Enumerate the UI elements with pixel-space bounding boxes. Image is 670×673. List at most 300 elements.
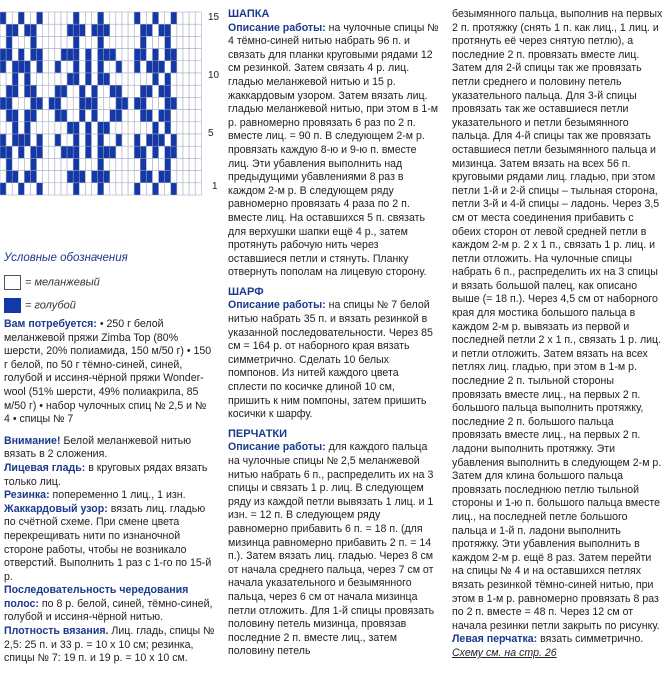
chart-cell-white bbox=[104, 12, 110, 24]
chart-cell-white bbox=[85, 171, 91, 183]
chart-cell-white bbox=[122, 36, 128, 48]
chart-cell-white bbox=[153, 110, 159, 122]
chart-cell-white bbox=[49, 183, 55, 195]
chart-cell-white bbox=[43, 146, 49, 158]
chart-cell-white bbox=[43, 73, 49, 85]
chart-cell-white bbox=[104, 158, 110, 170]
chart-cell-blue bbox=[37, 12, 43, 24]
chart-cell-white bbox=[6, 134, 12, 146]
chart-cell-white bbox=[189, 85, 195, 97]
chart-cell-blue bbox=[134, 49, 140, 61]
chart-cell-white bbox=[122, 134, 128, 146]
chart-cell-white bbox=[92, 146, 98, 158]
chart-cell-white bbox=[189, 158, 195, 170]
chart-cell-blue bbox=[73, 61, 79, 73]
chart-cell-white bbox=[85, 110, 91, 122]
chart-cell-white bbox=[49, 171, 55, 183]
chart-cell-blue bbox=[140, 110, 146, 122]
chart-cell-blue bbox=[171, 49, 177, 61]
chart-cell-white bbox=[92, 73, 98, 85]
chart-cell-white bbox=[128, 24, 134, 36]
legend-item-blue bbox=[4, 298, 76, 313]
chart-cell-white bbox=[177, 61, 183, 73]
chart-cell-blue bbox=[18, 134, 24, 146]
chart-cell-white bbox=[189, 146, 195, 158]
chart-cell-blue bbox=[153, 134, 159, 146]
chart-cell-blue bbox=[67, 49, 73, 61]
chart-cell-blue bbox=[67, 73, 73, 85]
chart-cell-white bbox=[153, 97, 159, 109]
jacquard-chart bbox=[0, 0, 222, 202]
chart-cell-white bbox=[37, 158, 43, 170]
chart-cell-white bbox=[195, 36, 201, 48]
chart-cell-blue bbox=[6, 49, 12, 61]
chart-cell-white bbox=[37, 36, 43, 48]
chart-cell-white bbox=[116, 36, 122, 48]
legend-title: Условные обозначения bbox=[4, 252, 128, 264]
chart-cell-white bbox=[189, 171, 195, 183]
chart-cell-blue bbox=[31, 97, 37, 109]
chart-cell-white bbox=[134, 110, 140, 122]
chart-cell-white bbox=[104, 110, 110, 122]
chart-cell-blue bbox=[73, 36, 79, 48]
chart-cell-white bbox=[79, 49, 85, 61]
legend-label: = меланжевый bbox=[25, 276, 100, 289]
chart-cell-white bbox=[49, 24, 55, 36]
chart-cell-blue bbox=[146, 134, 152, 146]
chart-cell-white bbox=[128, 85, 134, 97]
chart-cell-blue bbox=[0, 146, 6, 158]
chart-cell-white bbox=[67, 97, 73, 109]
chart-cell-blue bbox=[49, 97, 55, 109]
chart-cell-white bbox=[24, 146, 30, 158]
gloves-paragraph: Описание работы: для каждого пальца на чулочные спицы № 2,5 меланжевой нитью набрать 6 п., распределить их на 3 спицы и связать 1 р. лиц. В следующем ряду из каждой петли вывязать 1 лиц. и 1 изн. = 12 п. В следующем ряду равномерно прибавить 6 п. = 18 п. (для мизинца равномерно прибавить 2 п. = 14 п.). Затем вязать лиц. гладью. Через 8 см от начала среднего пальца, через 7 см от начала указательного и безымянного пальца, через 6 см от начала мизинца петли отложить. Для 1-й спицы провязать половину петель мизинца, провязав последние 2 п. вместе лиц., затем половину петель bbox=[228, 441, 435, 658]
chart-cell-blue bbox=[18, 12, 24, 24]
chart-cell-white bbox=[177, 171, 183, 183]
chart-cell-blue bbox=[153, 61, 159, 73]
chart-cell-blue bbox=[159, 85, 165, 97]
chart-cell-blue bbox=[153, 183, 159, 195]
chart-cell-white bbox=[61, 122, 67, 134]
chart-cell-white bbox=[79, 73, 85, 85]
chart-cell-white bbox=[18, 73, 24, 85]
chart-cell-white bbox=[43, 183, 49, 195]
chart-cell-white bbox=[128, 171, 134, 183]
chart-cell-blue bbox=[55, 85, 61, 97]
chart-cell-white bbox=[37, 24, 43, 36]
chart-cell-blue bbox=[159, 61, 165, 73]
chart-cell-white bbox=[146, 146, 152, 158]
chart-cell-white bbox=[122, 24, 128, 36]
chart-cell-white bbox=[110, 61, 116, 73]
chart-cell-blue bbox=[104, 24, 110, 36]
chart-cell-blue bbox=[92, 24, 98, 36]
chart-cell-white bbox=[171, 171, 177, 183]
chart-cell-white bbox=[122, 85, 128, 97]
chart-cell-blue bbox=[165, 158, 171, 170]
chart-cell-white bbox=[195, 134, 201, 146]
chart-cell-blue bbox=[116, 97, 122, 109]
chart-cell-blue bbox=[24, 134, 30, 146]
chart-cell-white bbox=[49, 61, 55, 73]
chart-cell-white bbox=[79, 158, 85, 170]
chart-cell-white bbox=[98, 110, 104, 122]
chart-cell-white bbox=[183, 171, 189, 183]
chart-cell-white bbox=[195, 24, 201, 36]
chart-cell-white bbox=[92, 36, 98, 48]
chart-cell-blue bbox=[12, 171, 18, 183]
chart-cell-white bbox=[116, 183, 122, 195]
chart-cell-white bbox=[189, 97, 195, 109]
chart-cell-white bbox=[85, 36, 91, 48]
chart-cell-blue bbox=[116, 85, 122, 97]
chart-cell-white bbox=[12, 183, 18, 195]
chart-cell-white bbox=[85, 158, 91, 170]
chart-cell-white bbox=[12, 97, 18, 109]
chart-cell-white bbox=[110, 158, 116, 170]
chart-cell-white bbox=[110, 12, 116, 24]
chart-cell-blue bbox=[37, 146, 43, 158]
chart-cell-white bbox=[6, 61, 12, 73]
chart-cell-blue bbox=[98, 12, 104, 24]
chart-cell-white bbox=[61, 134, 67, 146]
chart-cell-blue bbox=[73, 122, 79, 134]
chart-cell-white bbox=[146, 183, 152, 195]
jacquard-paragraph: Жаккардовый узор: вязать лиц. гладью по счётной схеме. При смене цвета перекрещивать нити по изнаночной стороне работы, чтобы не возникало отверстий. Выполнить 1 раз с 1-го по 15-й р. bbox=[4, 502, 212, 583]
chart-cell-blue bbox=[12, 85, 18, 97]
chart-cell-white bbox=[18, 97, 24, 109]
chart-cell-white bbox=[183, 12, 189, 24]
chart-cell-white bbox=[122, 146, 128, 158]
chart-cell-white bbox=[85, 183, 91, 195]
chart-cell-white bbox=[122, 158, 128, 170]
scheme-reference: Схему см. на стр. 26 bbox=[452, 646, 557, 659]
scarf-paragraph: Описание работы: на спицы № 7 белой нитью набрать 35 п. и вязать резинкой в указанной последовательности. Через 85 см = 164 р. от наборного края вязать симметрично. Сделать 10 белых помпонов. Из нитей каждого цвета сплести по косичке длиной 10 см, пришить к ним помпоны, затем пришить косички к шарфу. bbox=[228, 299, 433, 421]
chart-cell-white bbox=[116, 24, 122, 36]
chart-cell-blue bbox=[0, 61, 6, 73]
chart-cell-blue bbox=[92, 85, 98, 97]
chart-cell-white bbox=[177, 49, 183, 61]
chart-cell-blue bbox=[110, 110, 116, 122]
chart-cell-white bbox=[195, 73, 201, 85]
chart-cell-white bbox=[195, 122, 201, 134]
chart-cell-blue bbox=[165, 73, 171, 85]
chart-cell-blue bbox=[73, 158, 79, 170]
chart-cell-white bbox=[18, 171, 24, 183]
chart-cell-white bbox=[24, 158, 30, 170]
chart-cell-white bbox=[110, 171, 116, 183]
stripes-paragraph: Последовательность чередования полос: по 8 р. белой, синей, тёмно-синей, голубой и иссиня-чёрной нитью. bbox=[4, 584, 213, 624]
chart-cell-white bbox=[171, 158, 177, 170]
chart-cell-blue bbox=[110, 85, 116, 97]
chart-cell-white bbox=[195, 158, 201, 170]
chart-cell-white bbox=[189, 61, 195, 73]
chart-cell-blue bbox=[31, 36, 37, 48]
chart-cell-white bbox=[0, 24, 6, 36]
chart-cell-white bbox=[122, 110, 128, 122]
chart-cell-white bbox=[43, 97, 49, 109]
chart-cell-white bbox=[116, 146, 122, 158]
chart-cell-white bbox=[183, 146, 189, 158]
chart-cell-white bbox=[122, 171, 128, 183]
chart-cell-blue bbox=[73, 134, 79, 146]
chart-cell-white bbox=[18, 36, 24, 48]
chart-cell-white bbox=[189, 12, 195, 24]
chart-cell-white bbox=[165, 12, 171, 24]
chart-cell-white bbox=[183, 134, 189, 146]
chart-cell-white bbox=[31, 183, 37, 195]
chart-cell-white bbox=[92, 122, 98, 134]
chart-cell-white bbox=[177, 97, 183, 109]
chart-cell-blue bbox=[79, 110, 85, 122]
chart-cell-white bbox=[92, 49, 98, 61]
chart-cell-blue bbox=[134, 183, 140, 195]
chart-cell-white bbox=[177, 158, 183, 170]
chart-cell-white bbox=[0, 158, 6, 170]
chart-cell-white bbox=[110, 183, 116, 195]
chart-cell-white bbox=[153, 85, 159, 97]
chart-cell-blue bbox=[85, 122, 91, 134]
chart-cell-blue bbox=[153, 73, 159, 85]
chart-cell-white bbox=[12, 146, 18, 158]
chart-cell-white bbox=[37, 110, 43, 122]
chart-cell-blue bbox=[165, 97, 171, 109]
chart-cell-white bbox=[122, 12, 128, 24]
chart-cell-blue bbox=[6, 36, 12, 48]
chart-cell-white bbox=[159, 122, 165, 134]
chart-cell-blue bbox=[171, 183, 177, 195]
chart-cell-white bbox=[61, 12, 67, 24]
chart-cell-blue bbox=[140, 97, 146, 109]
chart-cell-blue bbox=[24, 73, 30, 85]
chart-cell-white bbox=[37, 85, 43, 97]
chart-cell-white bbox=[37, 73, 43, 85]
chart-cell-blue bbox=[67, 171, 73, 183]
chart-cell-blue bbox=[98, 36, 104, 48]
chart-cell-blue bbox=[31, 171, 37, 183]
chart-cell-blue bbox=[116, 61, 122, 73]
chart-cell-white bbox=[67, 61, 73, 73]
chart-cell-blue bbox=[61, 146, 67, 158]
chart-cell-blue bbox=[73, 24, 79, 36]
chart-cell-white bbox=[43, 171, 49, 183]
chart-cell-white bbox=[104, 36, 110, 48]
chart-cell-white bbox=[43, 110, 49, 122]
chart-cell-blue bbox=[73, 49, 79, 61]
materials-column bbox=[4, 318, 215, 666]
chart-cell-white bbox=[67, 134, 73, 146]
chart-cell-white bbox=[104, 97, 110, 109]
chart-cell-white bbox=[24, 12, 30, 24]
chart-cell-blue bbox=[165, 122, 171, 134]
chart-cell-blue bbox=[116, 134, 122, 146]
chart-cell-blue bbox=[134, 134, 140, 146]
chart-cell-white bbox=[116, 12, 122, 24]
chart-cell-blue bbox=[140, 36, 146, 48]
chart-cell-white bbox=[6, 183, 12, 195]
chart-cell-white bbox=[183, 183, 189, 195]
chart-cell-blue bbox=[0, 12, 6, 24]
chart-cell-white bbox=[189, 49, 195, 61]
chart-cell-white bbox=[122, 73, 128, 85]
attention-paragraph: Внимание! Белой меланжевой нитью вязать в 2 сложения. bbox=[4, 434, 192, 461]
materials-paragraph: Вам потребуется: • 250 г белой меланжевой пряжи Zimba Top (80% шерсти, 20% полиамида, 150 м/50 г) • 150 г белой, по 50 г тёмно-синей, синей, голубой и иссиня-чёрной пряжи Wonder-wool (51% шерсти, 49% полиакрила, 85 м/50 г) • набор чулочных спиц № 2,5 и № 4 • спицы № 7 bbox=[4, 318, 212, 426]
chart-cell-white bbox=[79, 122, 85, 134]
chart-cell-blue bbox=[55, 97, 61, 109]
chart-cell-white bbox=[134, 36, 140, 48]
chart-cell-white bbox=[128, 122, 134, 134]
chart-cell-white bbox=[177, 183, 183, 195]
chart-cell-blue bbox=[134, 97, 140, 109]
blue-swatch-icon bbox=[4, 298, 21, 313]
chart-cell-blue bbox=[110, 49, 116, 61]
chart-cell-blue bbox=[171, 146, 177, 158]
chart-cell-blue bbox=[73, 73, 79, 85]
rib-paragraph: Резинка: попеременно 1 лиц., 1 изн. bbox=[4, 489, 186, 502]
chart-cell-blue bbox=[24, 24, 30, 36]
chart-cell-white bbox=[49, 85, 55, 97]
chart-cell-blue bbox=[122, 97, 128, 109]
white-swatch-icon bbox=[4, 275, 21, 290]
chart-cell-white bbox=[55, 171, 61, 183]
gloves-heading: ПЕРЧАТКИ bbox=[228, 427, 288, 440]
chart-cell-white bbox=[140, 183, 146, 195]
chart-cell-blue bbox=[165, 49, 171, 61]
chart-cell-blue bbox=[12, 122, 18, 134]
chart-cell-white bbox=[55, 36, 61, 48]
chart-cell-white bbox=[195, 146, 201, 158]
chart-cell-blue bbox=[85, 97, 91, 109]
chart-cell-white bbox=[49, 158, 55, 170]
chart-cell-white bbox=[85, 12, 91, 24]
chart-cell-white bbox=[67, 12, 73, 24]
chart-cell-white bbox=[189, 36, 195, 48]
chart-cell-white bbox=[128, 183, 134, 195]
chart-cell-blue bbox=[67, 146, 73, 158]
chart-cell-white bbox=[49, 12, 55, 24]
chart-cell-white bbox=[12, 12, 18, 24]
chart-cell-blue bbox=[140, 24, 146, 36]
chart-cell-white bbox=[183, 61, 189, 73]
chart-cell-white bbox=[195, 61, 201, 73]
chart-cell-blue bbox=[6, 97, 12, 109]
chart-cell-white bbox=[134, 122, 140, 134]
chart-cell-blue bbox=[6, 171, 12, 183]
chart-cell-white bbox=[49, 73, 55, 85]
chart-cell-blue bbox=[24, 171, 30, 183]
chart-cell-white bbox=[67, 158, 73, 170]
chart-cell-white bbox=[140, 73, 146, 85]
chart-cell-white bbox=[61, 36, 67, 48]
chart-cell-white bbox=[159, 97, 165, 109]
chart-cell-white bbox=[110, 122, 116, 134]
chart-cell-white bbox=[177, 36, 183, 48]
chart-row-label-1: 1 bbox=[212, 181, 218, 192]
chart-cell-white bbox=[31, 122, 37, 134]
chart-cell-white bbox=[49, 110, 55, 122]
chart-cell-white bbox=[61, 73, 67, 85]
chart-cell-white bbox=[189, 24, 195, 36]
chart-cell-white bbox=[43, 85, 49, 97]
chart-cell-white bbox=[177, 24, 183, 36]
chart-cell-white bbox=[146, 36, 152, 48]
chart-cell-white bbox=[43, 24, 49, 36]
chart-cell-white bbox=[171, 36, 177, 48]
chart-cell-blue bbox=[98, 158, 104, 170]
chart-cell-blue bbox=[171, 12, 177, 24]
chart-cell-white bbox=[12, 158, 18, 170]
chart-cell-white bbox=[165, 183, 171, 195]
chart-cell-white bbox=[0, 85, 6, 97]
chart-cell-blue bbox=[140, 171, 146, 183]
chart-cell-white bbox=[43, 61, 49, 73]
chart-cell-white bbox=[122, 122, 128, 134]
chart-cell-white bbox=[116, 49, 122, 61]
chart-cell-white bbox=[18, 158, 24, 170]
chart-cell-white bbox=[104, 61, 110, 73]
chart-cell-white bbox=[128, 61, 134, 73]
chart-cell-white bbox=[146, 122, 152, 134]
chart-cell-white bbox=[6, 12, 12, 24]
chart-cell-white bbox=[61, 61, 67, 73]
chart-cell-blue bbox=[171, 97, 177, 109]
chart-cell-white bbox=[195, 110, 201, 122]
chart-cell-white bbox=[159, 36, 165, 48]
chart-cell-white bbox=[18, 122, 24, 134]
chart-cell-white bbox=[122, 49, 128, 61]
chart-cell-white bbox=[159, 158, 165, 170]
chart-cell-blue bbox=[55, 61, 61, 73]
chart-cell-blue bbox=[165, 146, 171, 158]
chart-cell-white bbox=[18, 85, 24, 97]
chart-cell-blue bbox=[37, 61, 43, 73]
chart-cell-white bbox=[146, 158, 152, 170]
chart-cell-white bbox=[128, 158, 134, 170]
chart-cell-white bbox=[134, 24, 140, 36]
chart-cell-white bbox=[12, 49, 18, 61]
chart-cell-white bbox=[98, 85, 104, 97]
chart-cell-white bbox=[128, 49, 134, 61]
chart-cell-white bbox=[49, 146, 55, 158]
chart-cell-blue bbox=[18, 49, 24, 61]
chart-cell-white bbox=[171, 122, 177, 134]
chart-cell-white bbox=[104, 134, 110, 146]
chart-cell-blue bbox=[104, 122, 110, 134]
chart-cell-white bbox=[24, 36, 30, 48]
chart-cell-white bbox=[159, 146, 165, 158]
chart-cell-blue bbox=[98, 49, 104, 61]
chart-cell-blue bbox=[73, 171, 79, 183]
chart-cell-white bbox=[79, 146, 85, 158]
chart-cell-white bbox=[128, 110, 134, 122]
chart-cell-white bbox=[104, 183, 110, 195]
chart-cell-white bbox=[61, 97, 67, 109]
chart-cell-blue bbox=[165, 85, 171, 97]
chart-cell-blue bbox=[79, 97, 85, 109]
chart-cell-white bbox=[12, 36, 18, 48]
chart-cell-blue bbox=[24, 122, 30, 134]
gloves-continued-paragraph: безымянного пальца, выполнив на первых 2 п. протяжку (снять 1 п. как лиц., 1 лиц. и протянуть её через снятую петлю), а последние 2 п. провязать вместе лиц. Затем для 2-й спицы так же провязать петли среднего и половину петель указательного пальца. Для 3-й спицы провязать так же оставшиеся петли указательного и петли безымянного пальца. Для 4-й спицы так же провязать оставшиеся петли безымянного пальца и мизинца. Затем вязать на всех 56 п. круговыми рядами лиц. гладью, при этом петли 1-й и 2-й спицы – тыльная сторона, петли 3-й и 4-й спицы – ладонь. Через 3,5 см от места соединения прибавить с обеих сторон от левой средней петли в каждом 2-м р. 2 х 1 п., связать 1 р. лиц. и петли отложить. На чулочные спицы набрать 6 п., распределить их на 3 спицы и вязать большой палец, как описано выше (= 18 п.). Через 4,5 см от наборного края для мостика большого пальца в каждом 2-м р. вывязать из первой и последней петли 2 х 1 п., связать 1 р. лиц. и петли отложить. Затем вязать на всех петлях лиц. гладью, при этом в 1-м р. последние 2 п. тыльной стороны провязать вместе лиц., на первых 2 п. большого пальца выполнить протяжку, последние 2 п. большого пальца провязать вместе лиц., на первых 2 п. ладони выполнить протяжку. Эти убавления выполнить в следующем 2-м р. Затем для клина большого пальца провязать последнюю петлю тыльной стороны и 1-ю п. большого пальца вместе лиц., на последней петле большого пальца и 1-й п. ладони выполнить протяжку. Эти убавления выполнить в каждом 2-м р. ещё 8 раз. Затем перейти на спицы № 4 и на оставшихся петлях вязать резинкой тёмно-синей нитью, при этом в 1-м р. равномерно провязать 8 раз по 2 п. вместе = 48 п. Через 12 см от начала резинки петли закрыть по рисунку. bbox=[452, 8, 663, 632]
chart-cell-white bbox=[61, 158, 67, 170]
chart-cell-white bbox=[37, 171, 43, 183]
chart-cell-white bbox=[92, 61, 98, 73]
chart-cell-white bbox=[49, 122, 55, 134]
chart-cell-white bbox=[55, 73, 61, 85]
chart-cell-blue bbox=[24, 85, 30, 97]
chart-cell-white bbox=[61, 183, 67, 195]
chart-cell-white bbox=[146, 12, 152, 24]
chart-cell-white bbox=[92, 183, 98, 195]
